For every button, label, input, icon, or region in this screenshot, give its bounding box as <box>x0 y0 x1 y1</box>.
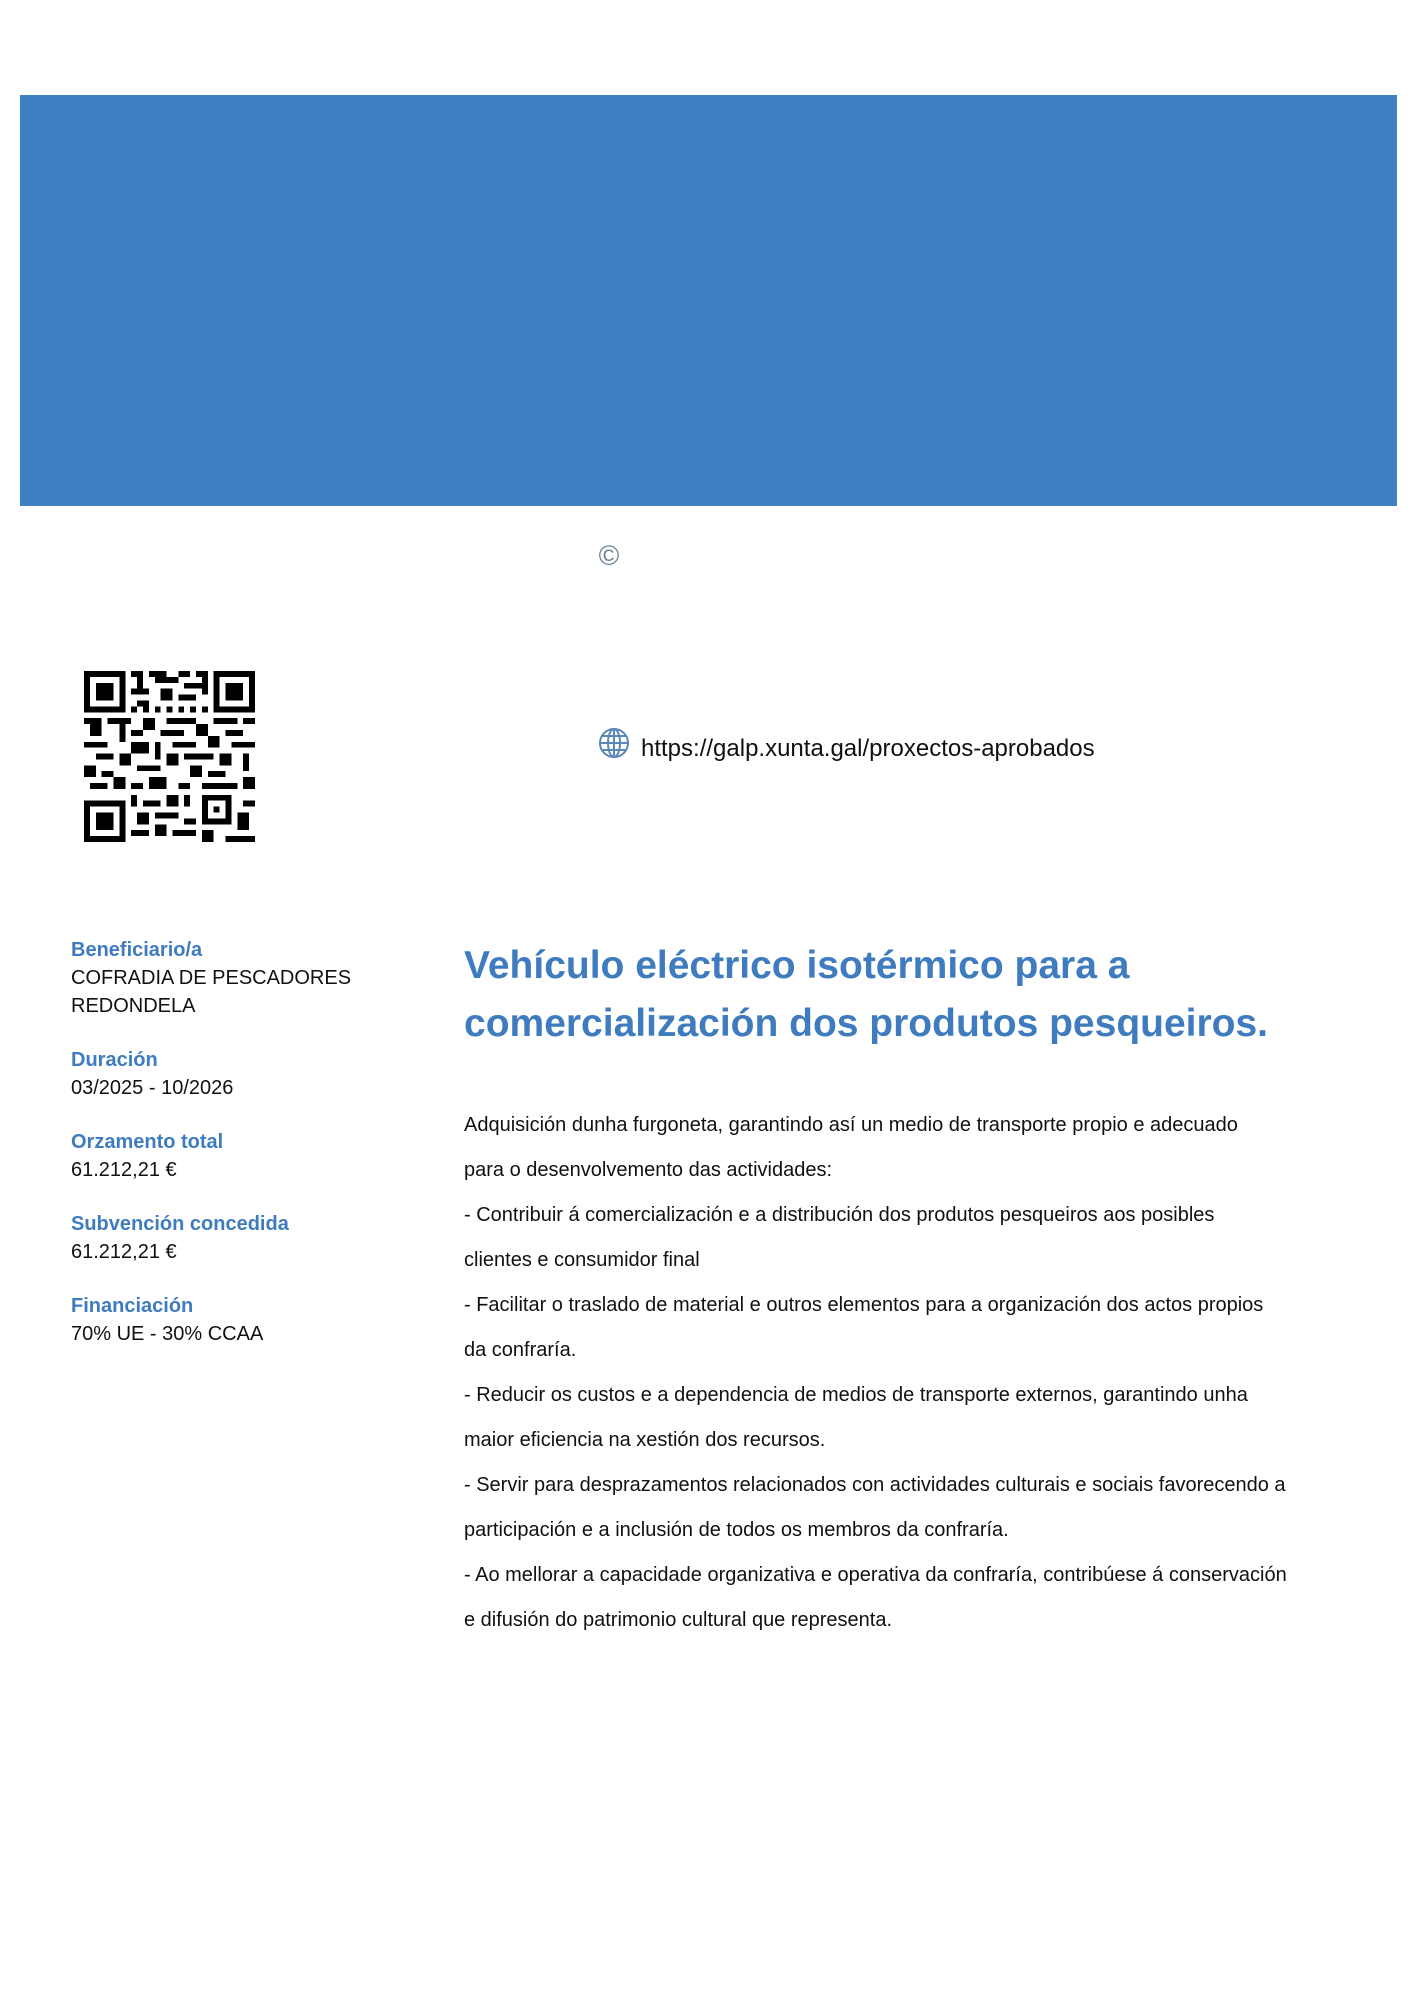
title-line: Vehículo eléctrico isotérmico para a <box>464 944 1130 987</box>
description-line: para o desenvolvemento das actividades: <box>464 1159 833 1181</box>
description-line: Adquisición dunha furgoneta, garantindo así un medio de transporte propio e adecuado <box>464 1114 1238 1136</box>
field-value: REDONDELA <box>71 995 196 1017</box>
field-value: 61.212,21 € <box>71 1241 177 1263</box>
field-label: Beneficiario/a <box>71 939 203 961</box>
description-line: maior eficiencia na xestión dos recursos. <box>464 1429 826 1451</box>
website-link-row <box>597 735 1095 763</box>
project-info-sidebar <box>71 936 391 1374</box>
description-line: - Reducir os custos e a dependencia de medios de transporte externos, garantindo unha <box>464 1384 1248 1406</box>
field-label: Duración <box>71 1049 158 1071</box>
description-line: da confraría. <box>464 1339 577 1361</box>
description-line: - Servir para desprazamentos relacionados con actividades culturais e sociais favorecendo a <box>464 1474 1286 1496</box>
field-grant <box>71 1210 391 1266</box>
description-line: - Contribuir á comercialización e a distribución dos produtos pesqueiros aos posibles <box>464 1204 1215 1226</box>
field-label: Subvención concedida <box>71 1213 289 1235</box>
field-label: Orzamento total <box>71 1131 224 1153</box>
header-banner <box>20 95 1397 506</box>
description-line: - Facilitar o traslado de material e outros elementos para a organización dos actos propios <box>464 1294 1264 1316</box>
project-description <box>464 1103 1354 1643</box>
field-beneficiary <box>71 936 391 1020</box>
field-label: Financiación <box>71 1295 194 1317</box>
description-line: e difusión do patrimonio cultural que representa. <box>464 1609 893 1631</box>
field-funding <box>71 1292 391 1348</box>
project-title <box>464 937 1354 1053</box>
copyright-icon: © <box>598 540 620 571</box>
field-value: COFRADIA DE PESCADORES <box>71 967 352 989</box>
description-line: clientes e consumidor final <box>464 1249 700 1271</box>
field-value: 70% UE - 30% CCAA <box>71 1323 264 1345</box>
website-url-link[interactable]: https://galp.xunta.gal/proxectos-aprobados <box>641 735 1095 762</box>
description-line: participación e a inclusión de todos os membros da confraría. <box>464 1519 1009 1541</box>
qr-code-icon <box>84 671 255 842</box>
globe-icon <box>597 726 631 760</box>
title-line: comercialización dos produtos pesqueiros. <box>464 1002 1269 1045</box>
field-value: 61.212,21 € <box>71 1159 177 1181</box>
field-total-budget <box>71 1128 391 1184</box>
description-line: - Ao mellorar a capacidade organizativa e operativa da confraría, contribúese á conservación <box>464 1564 1287 1586</box>
project-main <box>464 937 1354 1643</box>
qr-code[interactable] <box>84 671 255 842</box>
field-value: 03/2025 - 10/2026 <box>71 1077 234 1099</box>
field-duration <box>71 1046 391 1102</box>
